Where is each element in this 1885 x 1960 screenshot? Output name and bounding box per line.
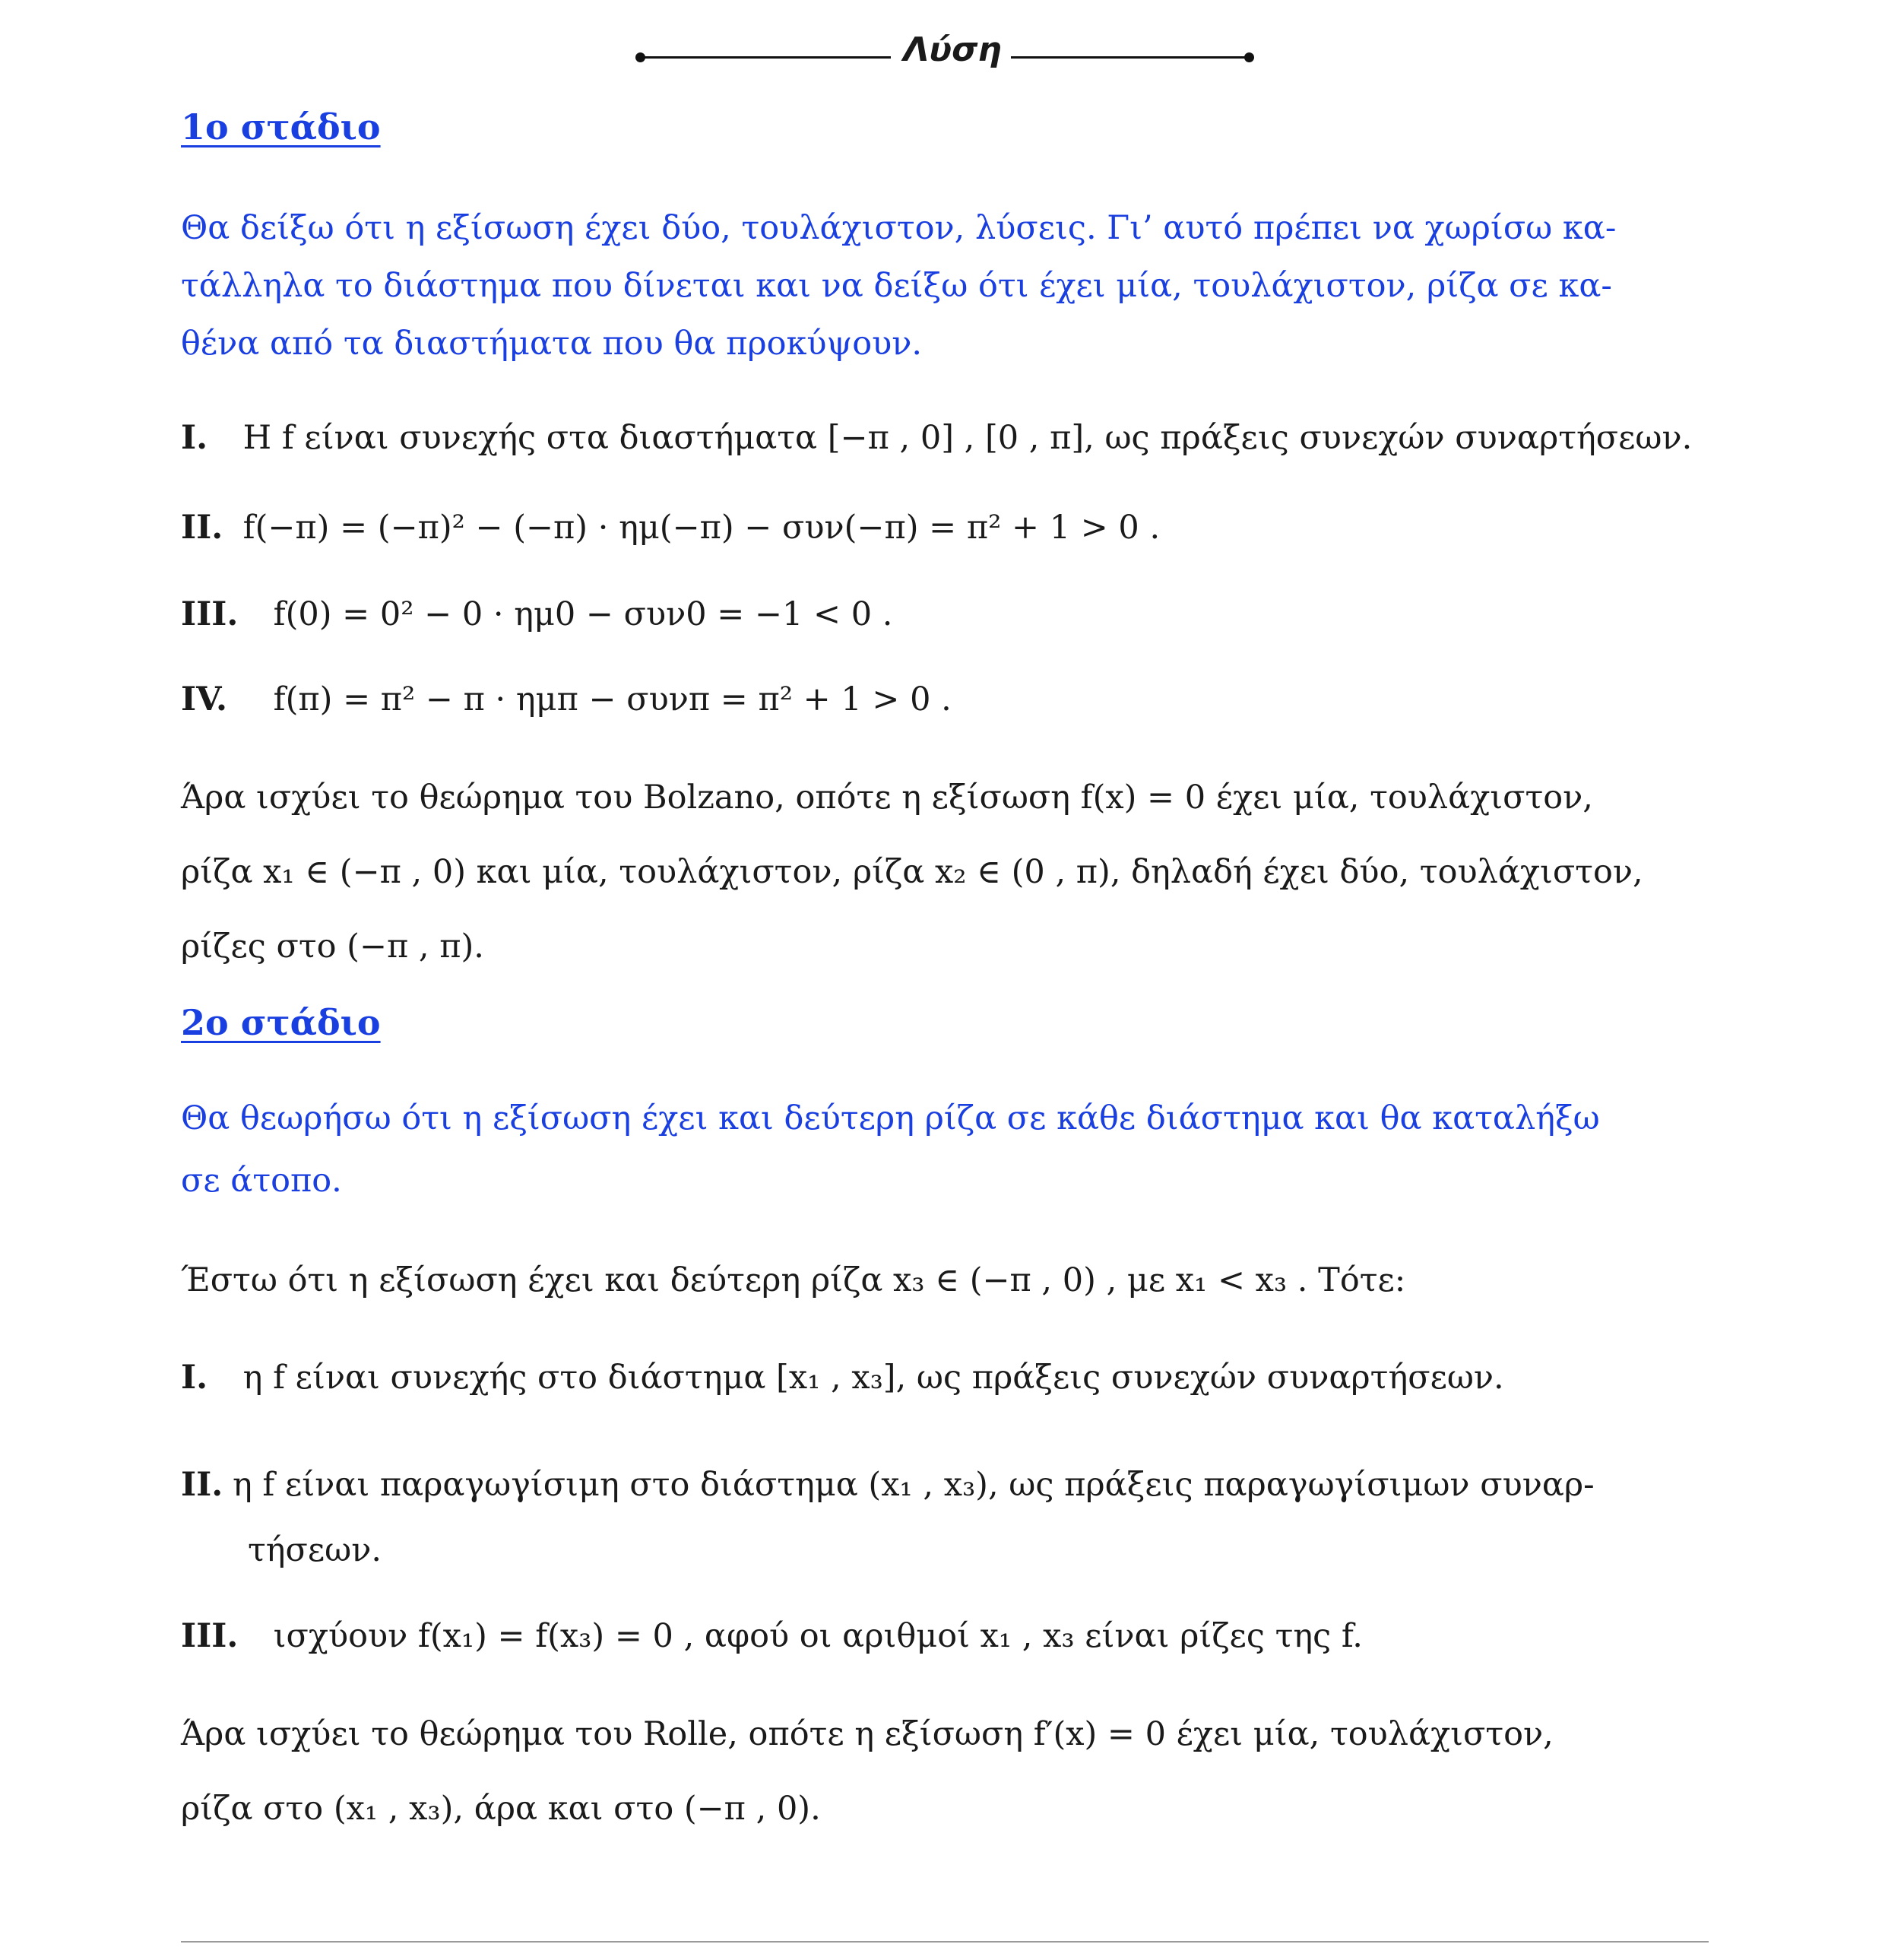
item-text: ισχύουν f(x₁) = f(x₃) = 0 , αφού οι αριθμοί x₁ , x₃ είναι ρίζες της f. xyxy=(273,1617,1363,1655)
stage-2-intro-line: Θα θεωρήσω ότι η εξίσωση έχει και δεύτερη ρίζα σε κάθε διάστημα και θα καταλήξω xyxy=(181,1099,1600,1137)
item-text: η f είναι παραγωγίσιμη στο διάστημα (x₁ , x₃), ως πράξεις παραγωγίσιμων συναρ- xyxy=(233,1466,1595,1504)
stage-2-intro xyxy=(181,1087,1709,1212)
header-dot-right xyxy=(1244,52,1254,62)
header-rule-right xyxy=(1011,56,1251,59)
stage-1-conclusion-line: ρίζα x₁ ∈ (−π , 0) και μία, τουλάχιστον, ρίζα x₂ ∈ (0 , π), δηλαδή έχει δύο, τουλάχιστον, xyxy=(181,853,1643,891)
stage-2-conclusion-line: ρίζα στο (x₁ , x₃), άρα και στο (−π , 0). xyxy=(181,1790,821,1828)
section-header xyxy=(635,30,1251,85)
stage-1-title: 1ο στάδιο xyxy=(181,106,381,147)
item-text-continued: τήσεων. xyxy=(248,1531,382,1569)
item-number: III. xyxy=(181,1617,239,1655)
item-number: I. xyxy=(181,419,208,457)
stage-1-item-1 xyxy=(181,409,1709,467)
stage-2-intro-line: σε άτοπο. xyxy=(181,1162,342,1200)
stage-1-intro xyxy=(181,199,1709,373)
item-text: Η f είναι συνεχής στα διαστήματα [−π , 0] , [0 , π], ως πράξεις συνεχών συναρτήσεων. xyxy=(242,419,1693,457)
stage-1-item-4 xyxy=(181,671,1709,728)
item-number: II. xyxy=(181,1466,223,1504)
header-title: Λύση xyxy=(903,30,1002,69)
stage-2-item-2 xyxy=(181,1452,1709,1583)
stage-1-conclusion-line: ρίζες στο (−π , π). xyxy=(181,928,484,966)
item-number: III. xyxy=(181,595,239,633)
stage-2-item-1 xyxy=(181,1349,1709,1407)
stage-2-conclusion-line: Άρα ισχύει το θεώρημα του Rolle, οπότε η εξίσωση f′(x) = 0 έχει μία, τουλάχιστον, xyxy=(181,1715,1554,1753)
stage-2-assumption: Έστω ότι η εξίσωση έχει και δεύτερη ρίζα x₃ ∈ (−π , 0) , με x₁ < x₃ . Τότε: xyxy=(181,1261,1406,1299)
item-number: IV. xyxy=(181,680,227,718)
stage-1-intro-line: τάλληλα το διάστημα που δίνεται και να δείξω ότι έχει μία, τουλάχιστον, ρίζα σε κα- xyxy=(181,267,1612,305)
stage-2-title: 2ο στάδιο xyxy=(181,1002,381,1043)
stage-2-conclusion xyxy=(181,1697,1709,1846)
stage-1-intro-line: Θα δείξω ότι η εξίσωση έχει δύο, τουλάχιστον, λύσεις. Γι’ αυτό πρέπει να χωρίσω κα- xyxy=(181,209,1617,247)
footer-divider xyxy=(181,1941,1709,1943)
item-text: f(π) = π² − π · ημπ − συνπ = π² + 1 > 0 . xyxy=(273,680,952,718)
item-text: f(−π) = (−π)² − (−π) · ημ(−π) − συν(−π) = π² + 1 > 0 . xyxy=(242,509,1161,547)
stage-1-item-3 xyxy=(181,585,1709,643)
item-number: II. xyxy=(181,509,223,547)
stage-1-conclusion-line: Άρα ισχύει το θεώρημα του Bolzano, οπότε η εξίσωση f(x) = 0 έχει μία, τουλάχιστον, xyxy=(181,779,1593,817)
header-rule-left xyxy=(640,56,891,59)
item-text: f(0) = 0² − 0 · ημ0 − συν0 = −1 < 0 . xyxy=(273,595,893,633)
stage-1-intro-line: θένα από τα διαστήματα που θα προκύψουν. xyxy=(181,325,923,363)
stage-2-item-3 xyxy=(181,1607,1709,1665)
stage-1-conclusion xyxy=(181,760,1709,984)
item-text: η f είναι συνεχής στο διάστημα [x₁ , x₃], ως πράξεις συνεχών συναρτήσεων. xyxy=(242,1359,1504,1397)
stage-1-item-2 xyxy=(181,499,1709,557)
item-number: I. xyxy=(181,1359,208,1397)
